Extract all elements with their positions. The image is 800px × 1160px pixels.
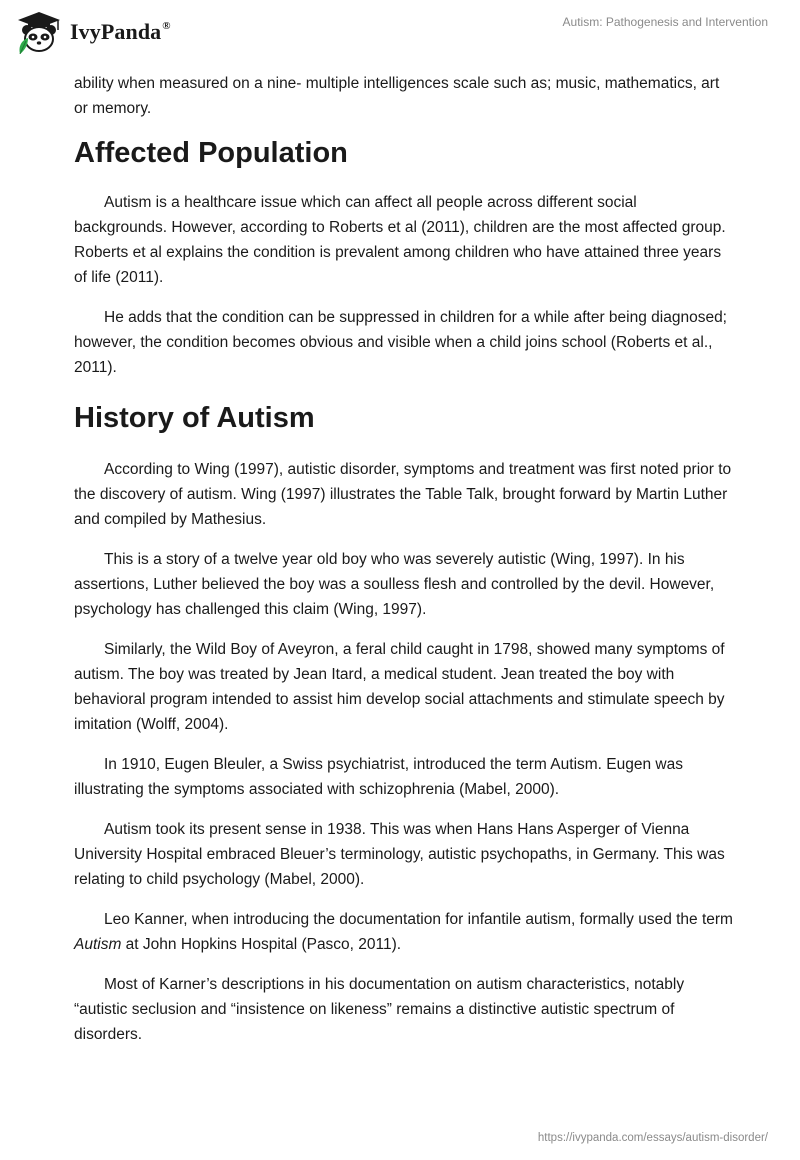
document-title: Autism: Pathogenesis and Intervention [562,15,768,29]
registered-mark: ® [162,20,171,32]
kanner-text-before: Leo Kanner, when introducing the documentation for infantile autism, formally used the term [104,911,733,928]
page-header [0,0,800,70]
autism-emphasis: Autism [74,936,122,953]
section-heading-affected-population: Affected Population [74,137,348,169]
paragraph: This is a story of a twelve year old boy who was severely autistic (Wing, 1997). In his assertions, Luther believed the boy was a soulless flesh and controlled by the devil. However, psychology has challenged this claim (Wing, 1997). [74,551,715,618]
intro-paragraph: ability when measured on a nine- multiple intelligences scale such as; music, mathematics, art or memory. [74,75,720,117]
paragraph: Autism is a healthcare issue which can affect all people across different social backgrounds. However, according to Roberts et al (2011), children are the most affected group. Roberts et al explains the condition is prevalent among children who have attained three years of life (2011). [74,194,726,286]
brand-name: IvyPanda® [70,19,171,44]
paragraph: He adds that the condition can be suppressed in children for a while after being diagnosed; however, the condition becomes obvious and visible when a child joins school (Roberts et al., 2011). [74,309,727,376]
paragraph: According to Wing (1997), autistic disorder, symptoms and treatment was first noted prior to the discovery of autism. Wing (1997) illustrates the Table Talk, brought forward by Martin Luther and compiled by Mathesius. [74,461,732,528]
ivypanda-logo[interactable] [14,10,171,54]
kanner-text-after: at John Hopkins Hospital (Pasco, 2011). [121,936,402,953]
paragraph: Autism took its present sense in 1938. This was when Hans Hans Asperger of Vienna University Hospital embraced Bleuer’s terminology, autistic psychopaths, in Germany. This was relating to child psychology (Mabel, 2000). [74,821,725,888]
paragraph: Similarly, the Wild Boy of Aveyron, a feral child caught in 1798, showed many symptoms of autism. The boy was treated by Jean Itard, a medical student. Jean treated the boy with behavioral program intended to assist him develop social attachments and stimulate speech by imitation (Wolff, 2004). [74,641,725,733]
section-heading-history-of-autism: History of Autism [74,402,315,434]
paragraph-kanner [74,907,734,957]
essay-content [74,71,734,1062]
paragraph: Most of Karner’s descriptions in his documentation on autism characteristics, notably “autistic seclusion and “insistence on likeness” remains a distinctive autistic spectrum of disorders. [74,976,685,1043]
source-url[interactable]: https://ivypanda.com/essays/autism-disorder/ [537,1132,768,1144]
paragraph: In 1910, Eugen Bleuler, a Swiss psychiatrist, introduced the term Autism. Eugen was illustrating the symptoms associated with schizophrenia (Mabel, 2000). [74,756,683,798]
panda-graduate-icon [14,10,64,54]
